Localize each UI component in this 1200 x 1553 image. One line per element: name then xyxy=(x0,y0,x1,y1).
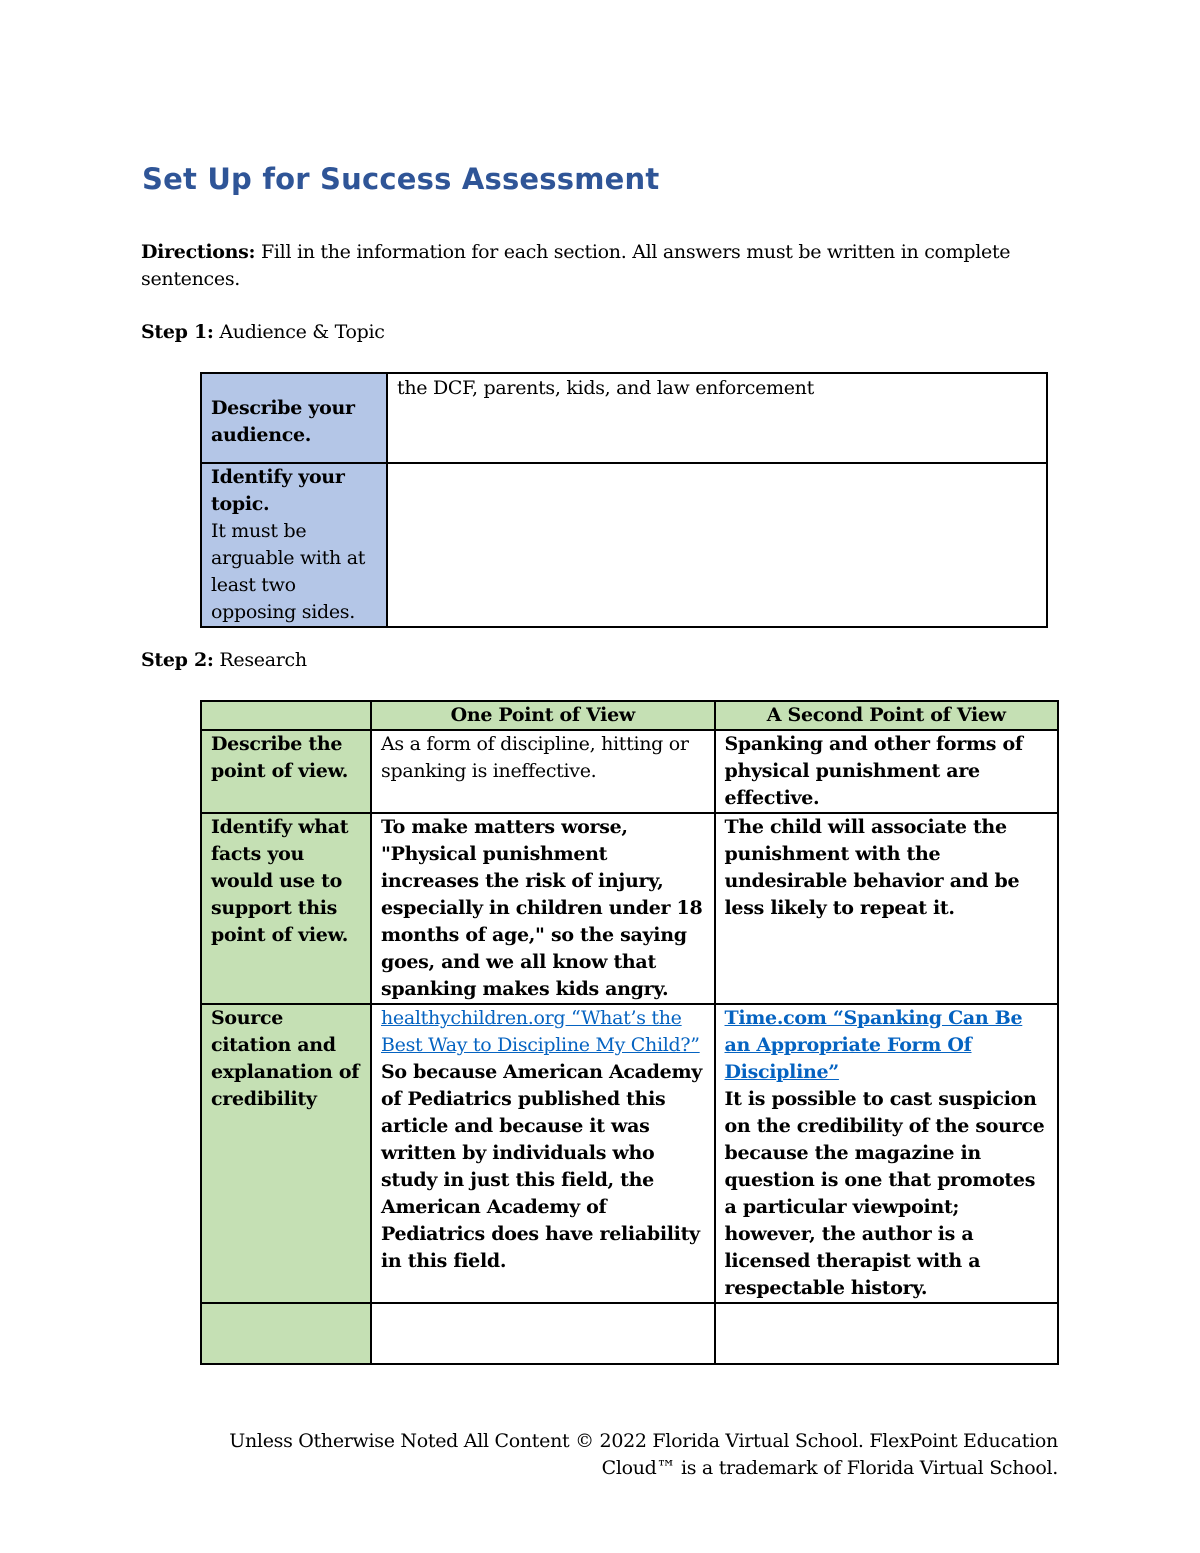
pov2-facts[interactable]: The child will associate the punishment with the undesirable behavior and be less likely to repeat it. xyxy=(715,813,1059,1004)
pov1-empty[interactable] xyxy=(371,1303,715,1364)
topic-answer[interactable] xyxy=(387,463,1047,627)
header-empty xyxy=(201,701,371,730)
table-row xyxy=(201,730,1058,813)
table-row xyxy=(201,1004,1058,1303)
row-label-empty xyxy=(201,1303,371,1364)
row-label-source: Source citation and explanation of credibility xyxy=(201,1004,371,1303)
pov1-facts[interactable]: To make matters worse, "Physical punishment increases the risk of injury, especially in children under 18 months of age," so the saying goes, and we all know that spanking makes kids angry. xyxy=(371,813,715,1004)
research-table xyxy=(200,700,1059,1365)
topic-label-cell xyxy=(201,463,387,627)
pov1-source-link[interactable]: healthychildren.org “What’s the Best Way to Discipline My Child?” xyxy=(381,1007,700,1056)
topic-label: Identify your topic. xyxy=(211,466,345,515)
audience-answer[interactable]: the DCF, parents, kids, and law enforcement xyxy=(387,373,1047,463)
table-row xyxy=(201,813,1058,1004)
header-pov2: A Second Point of View xyxy=(715,701,1059,730)
pov2-describe[interactable]: Spanking and other forms of physical punishment are effective. xyxy=(715,730,1059,813)
footer-copyright: Unless Otherwise Noted All Content © 2022 Florida Virtual School. FlexPoint Education Cloud™ is a trademark of Florida Virtual School. xyxy=(229,1430,1058,1479)
pov1-credibility: So because American Academy of Pediatrics published this article and because it was written by individuals who study in just this field, the American Academy of Pediatrics does have reliability in this field. xyxy=(381,1061,702,1272)
table-row xyxy=(201,1303,1058,1364)
pov1-describe[interactable]: As a form of discipline, hitting or spanking is ineffective. xyxy=(371,730,715,813)
step2-text: Research xyxy=(213,649,307,671)
audience-topic-table xyxy=(200,372,1048,628)
audience-label-cell xyxy=(201,373,387,463)
header-pov1: One Point of View xyxy=(371,701,715,730)
pov2-source-link[interactable]: Time.com “Spanking Can Be an Appropriate Form Of Discipline” xyxy=(724,1007,1023,1083)
pov2-credibility: It is possible to cast suspicion on the credibility of the source because the magazine in question is one that promotes a particular viewpoint; however, the author is a licensed therapist with a respectable history. xyxy=(724,1088,1045,1299)
table-row xyxy=(201,373,1047,463)
directions xyxy=(141,239,1041,293)
page-title: Set Up for Success Assessment xyxy=(142,162,660,196)
step1-heading xyxy=(141,319,385,346)
row-label-facts: Identify what facts you would use to support this point of view. xyxy=(201,813,371,1004)
directions-text: Fill in the information for each section. All answers must be written in complete sentences. xyxy=(141,241,1011,290)
table-header-row xyxy=(201,701,1058,730)
directions-label: Directions: xyxy=(141,241,256,263)
pov2-source-cell xyxy=(715,1004,1059,1303)
topic-note: It must be arguable with at least two opposing sides. xyxy=(211,520,366,623)
step2-label: Step 2: xyxy=(141,649,214,671)
table-row xyxy=(201,463,1047,627)
step2-heading xyxy=(141,647,307,674)
step1-label: Step 1: xyxy=(141,321,214,343)
row-label-describe: Describe the point of view. xyxy=(201,730,371,813)
step1-text: Audience & Topic xyxy=(213,321,385,343)
audience-label: Describe your audience. xyxy=(211,397,355,446)
pov2-empty[interactable] xyxy=(715,1303,1059,1364)
pov1-source-cell xyxy=(371,1004,715,1303)
